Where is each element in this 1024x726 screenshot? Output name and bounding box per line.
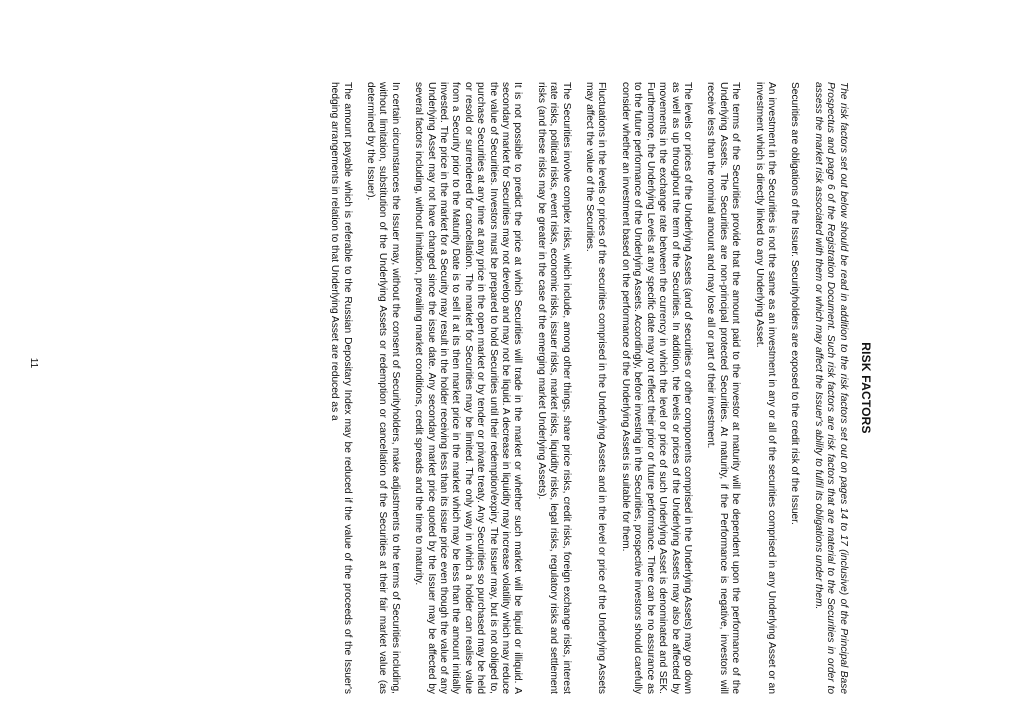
paragraph-terms-maturity: The terms of the Securities provide that the amount paid to the investor at maturity will be dependent upon the performance of the Underlying Assets. The Securities are non-principal protected Securities. At maturity, if the Performance is negative, investors will receive less than the nominal amount and may lose all or part of their investment.	[705, 82, 742, 694]
page-title: RISK FACTORS	[859, 342, 873, 434]
paragraph-russian-index: The amount payable which is referable to the Russian Depositary Index may be reduced if the value of the proceeds of the Issuer's hedging arrangements in relation to that Underlying Asset are reduced as a	[329, 82, 353, 694]
paragraph-complex-risks: The Securities involve complex risks, which include, among other things, share price risks, credit risks, foreign exchange risks, interest rate risks, political risks, event risks, economic risks, issuer risks, market risks, liquidity risks, legal risks, regulatory risks and settlement risks (and these risks may be greater in the case of the emerging market Underlying Assets).	[535, 82, 572, 694]
page-number: 11	[28, 357, 39, 369]
paragraph-secondary-market: It is not possible to predict the price at which Securities will trade in the market or whether such market will be liquid or illiquid. A secondary market for Securities may not develop and may not be liquid. A decrease in liquidity may increase volatility which may reduce the value of Securities. Investors must be prepared to hold Securities until their redemption/expiry. The Issuer may, but is not obliged to, purchase Securities at any time at any price in the open market or by tender or private treaty. Any Securities so purchased may be held or resold or surrendered for cancellation. The market for Securities may be limited. The only way in which a holder can realise value from a Security prior to the Maturity Date is to sell it at its then market price in the market which may be less than the amount initially invested. The price in the market for a Security may result in the holder receiving less than its issue price even though the value of any Underlying Asset may not have changed since the issue date. Any secondary market price quoted by the Issuer may be affected by several factors including, without limitation, prevailing market conditions, credit spreads and the time to maturity.	[413, 82, 524, 694]
intro-paragraph: The risk factors set out below should be read in addition to the risk factors set out on pages 14 to 17 (inclusive) of the Principal Base Prospectus and page 6 of the Registration Document. Such risk factors are risk factors that are material to the Securities in order to assess the market risk associated with them or which may affect the Issuer's ability to fulfil its obligations under them.	[812, 82, 849, 694]
paragraph-credit-risk: Securities are obligations of the Issuer. Securityholders are exposed to the credit risk of the Issuer.	[789, 82, 801, 525]
page-body	[317, 82, 872, 694]
paragraph-levels-prices: The levels or prices of the Underlying Assets (and of securities or other components comprised in the Underlying Assets) may go down as well as up throughout the term of the Securities. In addition, the levels or prices of the Underlying Assets may also be affected by movements in the exchange rate between the currency in which the level or price of such Underlying Asset is denominated and SEK. Furthermore, the Underlying Levels at any specific date may not reflect their prior or future performance. There can be no assurance as to the future performance of the Underlying Assets. Accordingly, before investing in the Securities, prospective investors should carefully consider whether an investment based on the performance of the Underlying Assets is suitable for them.	[619, 82, 693, 694]
paragraph-adjustments: In certain circumstances the Issuer may, without the consent of Securityholders, make adjustments to the terms of Securities including, without limitation, substitution of the Underlying Assets or redemption or cancellation of the Securities at their fair market value (as determined by the Issuer).	[365, 82, 401, 694]
paragraph-fluctuations: Fluctuations in the levels or prices of the securities comprised in the Underlying Assets and in the level or price of the Underlying Assets may affect the value of the Securities.	[584, 82, 608, 694]
paragraph-investment-difference: An investment in the Securities is not the same as an investment in any or all of the securities comprised in any Underlying Asset or an investment which is directly linked to any Underlying Asset.	[753, 82, 777, 694]
